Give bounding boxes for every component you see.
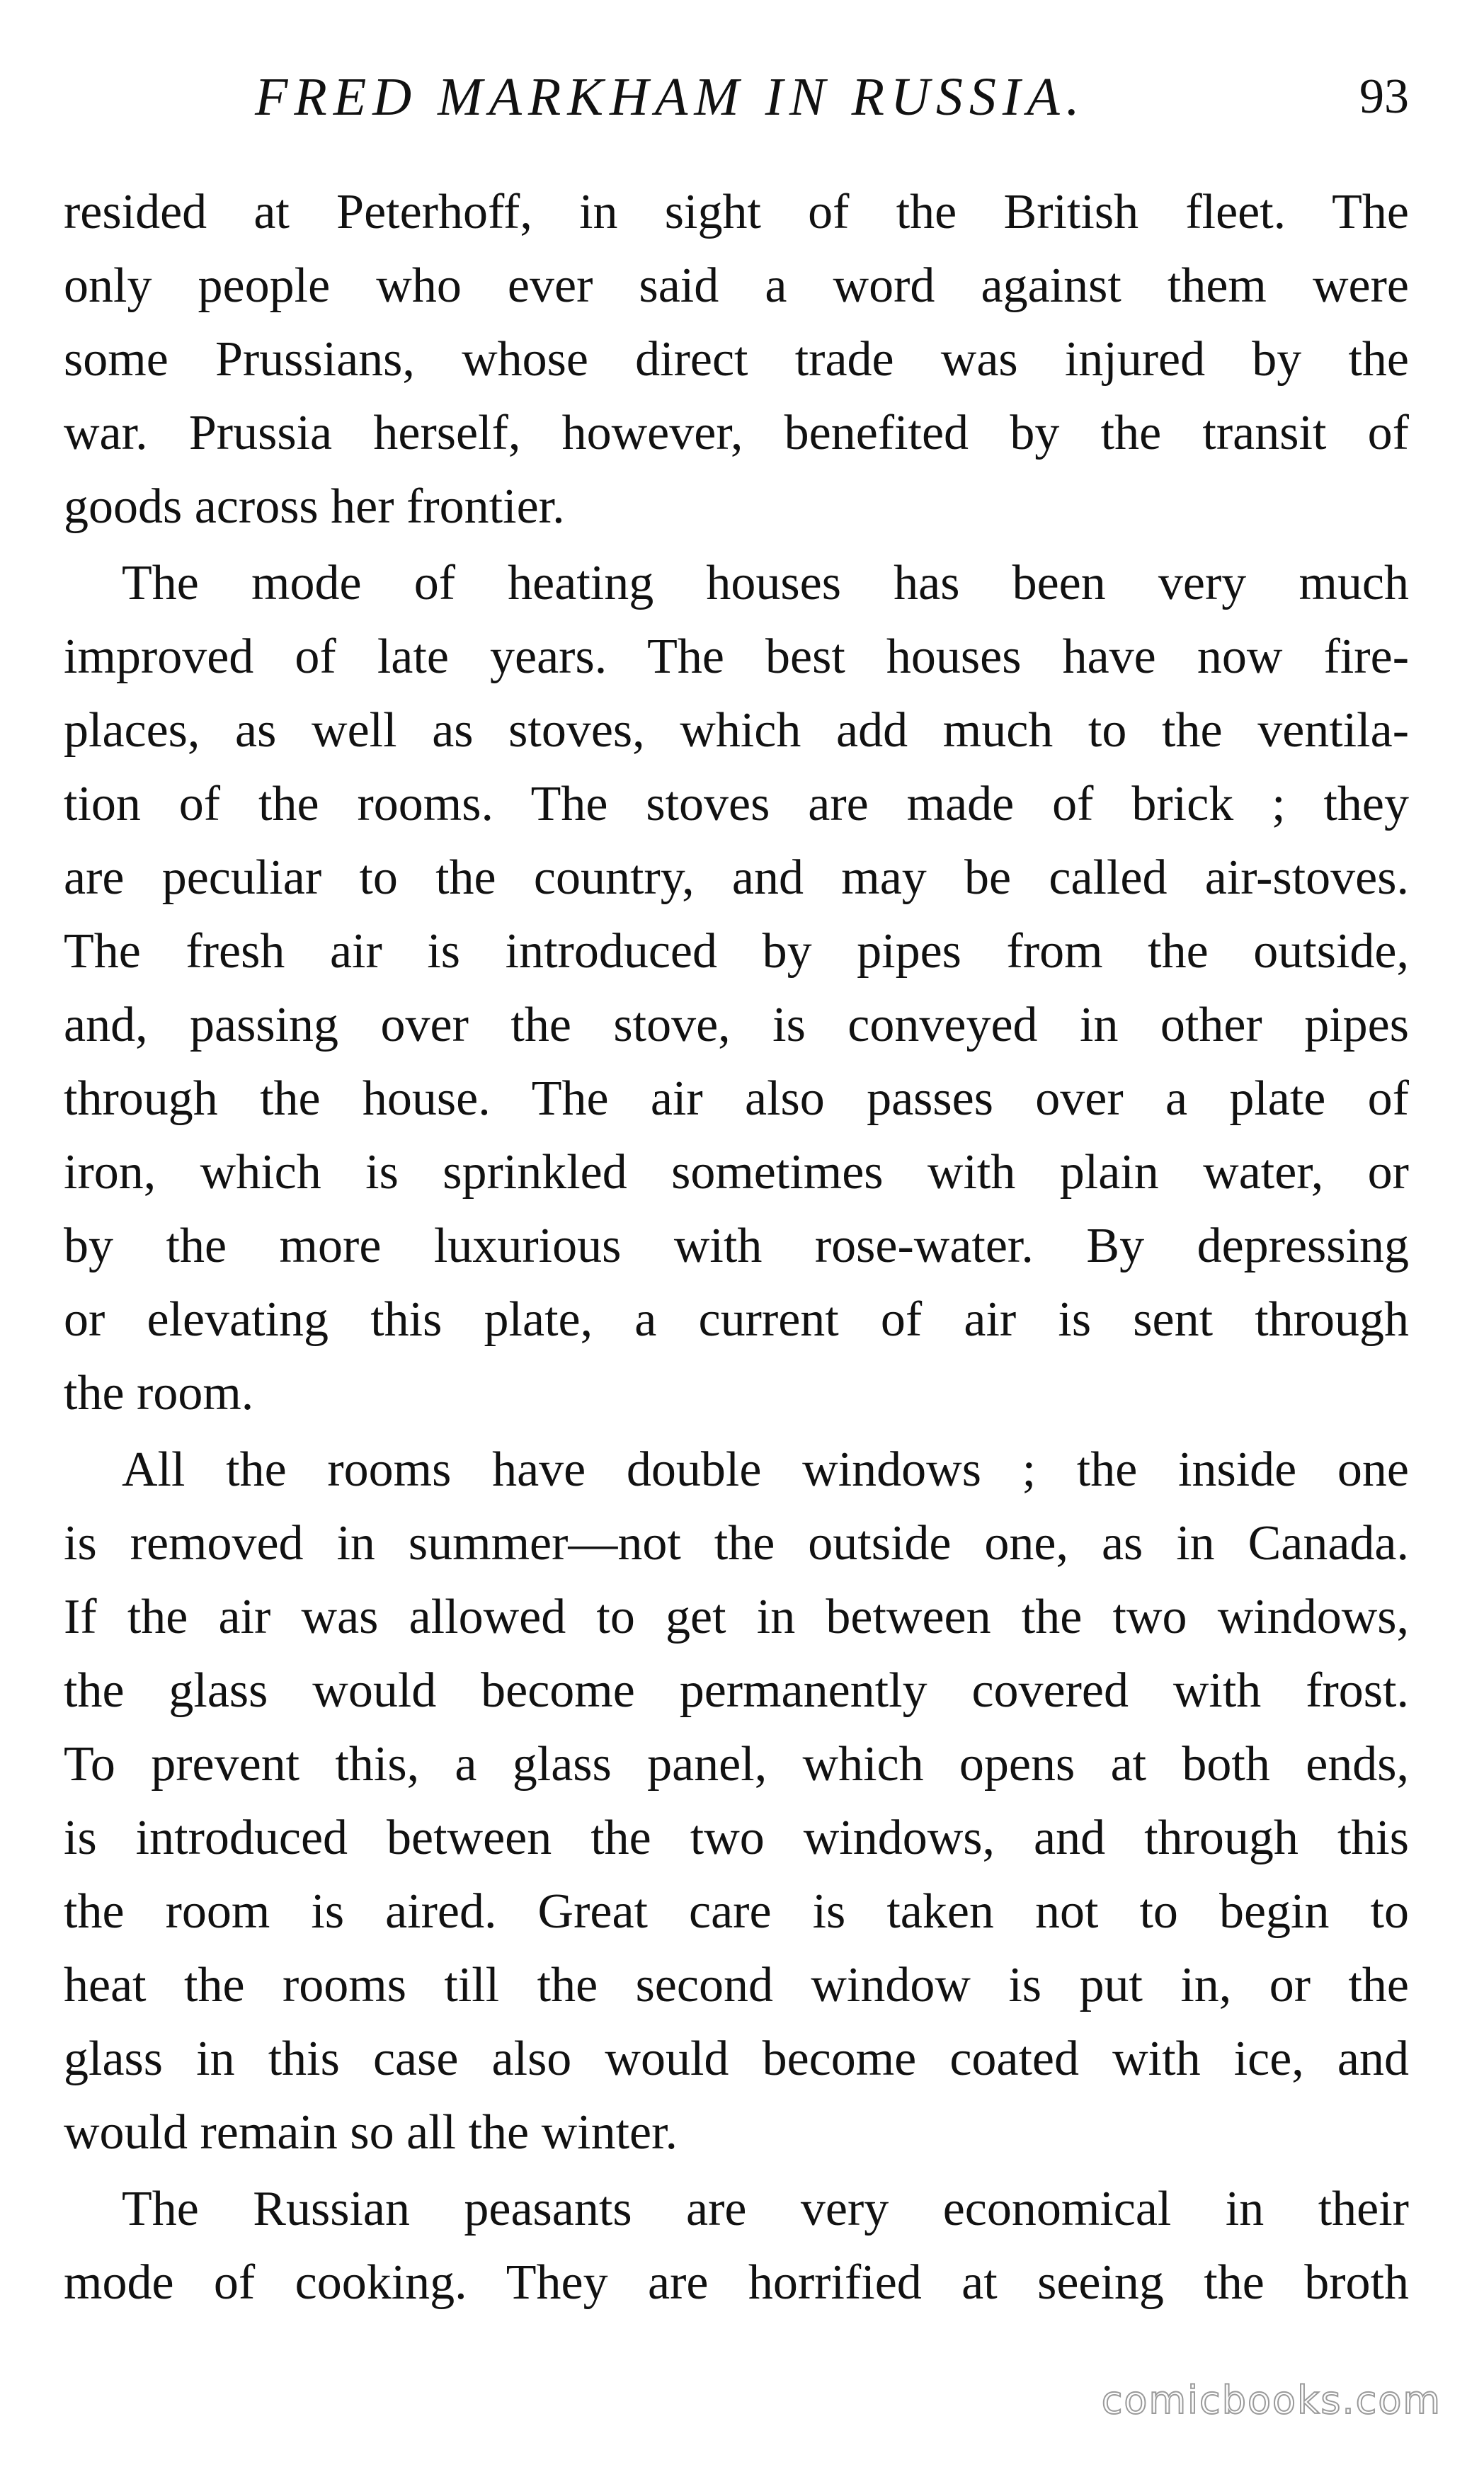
page-number: 93	[1359, 69, 1409, 124]
text-line: The mode of heating houses has been very much	[122, 556, 1409, 610]
text-line: is removed in summer—not the outside one, as in Canada.	[64, 1516, 1409, 1571]
text-line: The Russian peasants are very economical in their	[122, 2182, 1409, 2236]
text-line: by the more luxurious with rose-water. By depressing	[64, 1219, 1409, 1273]
text-line: war. Prussia herself, however, benefited by the transit of	[64, 406, 1409, 460]
text-line: All the rooms have double windows ; the inside one	[122, 1442, 1409, 1497]
running-head	[64, 58, 1409, 136]
paragraph	[64, 1433, 1409, 2170]
text-line: and, passing over the stove, is conveyed in other pipes	[64, 998, 1409, 1052]
text-line: glass in this case also would become coated with ice, and	[64, 2032, 1409, 2086]
text-line: the room.	[64, 1366, 254, 1420]
text-line: places, as well as stoves, which add much to the ventila-	[64, 703, 1409, 758]
text-line: If the air was allowed to get in between the two windows,	[64, 1590, 1409, 1644]
text-line: iron, which is sprinkled sometimes with plain water, or	[64, 1145, 1409, 1200]
text-line: mode of cooking. They are horrified at seeing the broth	[64, 2255, 1409, 2310]
text-line: heat the rooms till the second window is put in, or the	[64, 1958, 1409, 2012]
text-line: the glass would become permanently covered with frost.	[64, 1663, 1409, 1718]
text-line: the room is aired. Great care is taken not to begin to	[64, 1884, 1409, 1939]
text-line: is introduced between the two windows, and through this	[64, 1811, 1409, 1865]
text-line: only people who ever said a word against them were	[64, 258, 1409, 313]
text-line: tion of the rooms. The stoves are made of brick ; they	[64, 777, 1409, 831]
text-line: some Prussians, whose direct trade was injured by the	[64, 332, 1409, 387]
text-line: goods across her frontier.	[64, 479, 565, 534]
body-text	[64, 176, 1409, 2320]
text-line: or elevating this plate, a current of air is sent through	[64, 1292, 1409, 1347]
text-line: The fresh air is introduced by pipes from the outside,	[64, 924, 1409, 979]
text-line: would remain so all the winter.	[64, 2105, 678, 2160]
text-line: are peculiar to the country, and may be called air-stoves.	[64, 850, 1409, 905]
text-line: through the house. The air also passes over a plate of	[64, 1071, 1409, 1126]
text-line: improved of late years. The best houses have now fire-	[64, 630, 1409, 684]
watermark: comicbooks.com	[1101, 2378, 1442, 2422]
text-line: resided at Peterhoff, in sight of the British fleet. The	[64, 185, 1409, 239]
paragraph	[64, 2173, 1409, 2320]
paragraph	[64, 176, 1409, 544]
text-line: To prevent this, a glass panel, which opens at both ends,	[64, 1737, 1409, 1792]
paragraph	[64, 547, 1409, 1430]
running-title: FRED MARKHAM IN RUSSIA.	[255, 67, 1086, 127]
